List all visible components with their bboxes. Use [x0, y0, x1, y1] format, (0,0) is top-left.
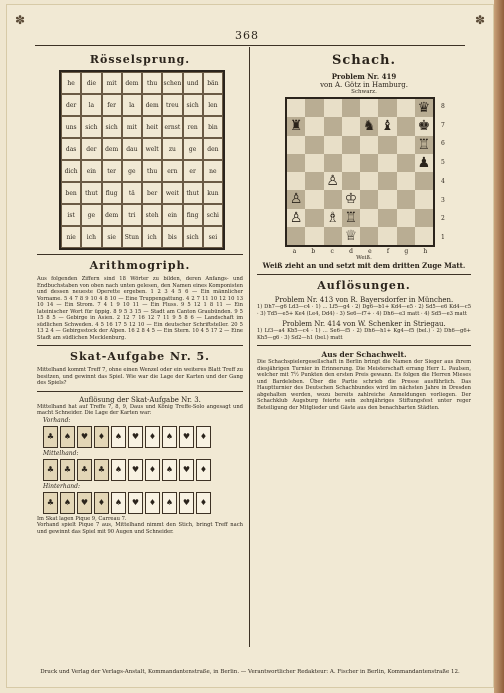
- playing-card-icon: ♦: [196, 459, 211, 481]
- skat-solution-title: Auflösung der Skat-Aufgabe Nr. 3.: [79, 395, 201, 404]
- chess-square: [342, 136, 360, 154]
- rank-labels: [441, 97, 445, 247]
- playing-card-icon: ♠: [60, 492, 75, 514]
- chess-square: [415, 190, 433, 208]
- file-label: c: [330, 248, 334, 255]
- roesselsprung-cell: ne: [203, 160, 223, 182]
- chess-square: [324, 154, 342, 172]
- chess-square: [397, 154, 415, 172]
- roesselsprung-cell: ge: [81, 204, 101, 226]
- chess-square: [378, 209, 396, 227]
- skat-text: Mittelhand kommt Treff 7, ohne einen Wenzel oder ein weiteres Blatt Treff zu besitzen, und gewinnt das Spiel. Wie war die Lage der Karten und der Gang des Spiels?: [37, 367, 243, 386]
- playing-card-icon: ♥: [179, 426, 194, 448]
- file-label: h: [423, 248, 428, 255]
- arithmogriph-text: Aus folgenden Ziffern sind 18 Wörter zu bilden, deren Anfangs- und Endbuchstaben von oben nach unten gelesen, den Namen eines Komponisten und dessen neueste Operette ergeben. 1 2 3 4 5 6 — Ein männlicher Vorname. 5 4 7 8 9 10 4 8 10 — Eine Truppengattung. 4 2 7 11 10 12 10 13 10 14 — Ein Strom. 7 4 1 9 10 11 — Ein Fluss. 9 5 12 1 8 11 — Ein lateinischer Wort für üppig. 8 9 5 3 15 — Stadt am Canton Graubünden. 9 5 15 8 5 — Gebirge in Asien. 2 12 7 16 12 7 11 9 5 8 6 — Landschaft im südlichen Schweden. 4 5 16 17 5 12 10 — Ein deutscher Schriftsteller. 20 5 13 2 4 — Gebirgsstock der Alpen. 16 2 8 4 5 — Ein Stern. 10 4 5 17 2 — Eine Stadt am südlichen Mecklenburg.: [37, 276, 243, 341]
- problem-author: von A. Götz in Hamburg.: [320, 81, 408, 89]
- chess-square: [378, 172, 396, 190]
- chess-piece-icon: ♛: [415, 99, 433, 117]
- chess-piece-icon: ♖: [415, 136, 433, 154]
- roesselsprung-cell: fing: [183, 204, 203, 226]
- top-rule: [35, 45, 465, 46]
- playing-card-icon: ♦: [145, 492, 160, 514]
- newspaper-page: [6, 4, 494, 688]
- roesselsprung-cell: heit: [142, 116, 162, 138]
- left-column: [37, 49, 243, 535]
- roesselsprung-grid: [59, 70, 225, 250]
- chess-square: [305, 136, 323, 154]
- hinterhand-label: Hinterhand:: [43, 482, 81, 490]
- roesselsprung-cell: sie: [102, 226, 122, 248]
- schachwelt-title: Aus der Schachwelt.: [321, 350, 407, 359]
- chess-square: [324, 136, 342, 154]
- chess-square: [415, 227, 433, 245]
- chess-square: [342, 99, 360, 117]
- chess-piece-icon: ♖: [342, 209, 360, 227]
- chess-square: [397, 227, 415, 245]
- chess-square: [360, 172, 378, 190]
- roesselsprung-cell: thu: [142, 160, 162, 182]
- chess-piece-icon: ♞: [360, 117, 378, 135]
- roesselsprung-cell: nie: [61, 226, 81, 248]
- chess-square: [342, 154, 360, 172]
- card-row-mittelhand: [43, 459, 243, 481]
- chessboard: [285, 97, 435, 247]
- playing-card-icon: ♠: [162, 426, 177, 448]
- playing-card-icon: ♠: [162, 492, 177, 514]
- rank-label: 7: [441, 121, 445, 129]
- chess-square: [324, 117, 342, 135]
- roesselsprung-cell: kun: [203, 182, 223, 204]
- roesselsprung-cell: sich: [183, 94, 203, 116]
- file-label: e: [368, 248, 372, 255]
- roesselsprung-cell: dem: [102, 204, 122, 226]
- roesselsprung-cell: welt: [142, 138, 162, 160]
- playing-card-icon: ♣: [43, 426, 58, 448]
- roesselsprung-cell: ich: [81, 226, 101, 248]
- roesselsprung-cell: thut: [81, 182, 101, 204]
- roesselsprung-cell: ter: [102, 160, 122, 182]
- roesselsprung-cell: ein: [162, 204, 182, 226]
- chess-piece-icon: ♜: [287, 117, 305, 135]
- rank-label: 6: [441, 140, 445, 148]
- schachwelt-text: Die Schachspielergesellschaft in Berlin bringt die Namen der Sieger aus ihrem diesjährigen Turnier in Erinnerung. Die Meisterschaft errang Herr L. Paulsen, welcher mit 7½ Punkten den ersten Preis gewann. Es folgen die Herren Mieses und Bardeleben. Über die Partie schrieb die Presse ausführlich. Das Hauptturnier des Deutschen Schachbundes wird im nächsten Jahre in Dresden abgehalten werden, wozu bereits zahlreiche Anmeldungen vorliegen. Der Schachklub Augsburg feierte sein zehnjähriges Stiftungsfest unter reger Beteiligung der Mitglieder und Gäste aus den benachbarten Städten.: [257, 359, 471, 411]
- roesselsprung-cell: tä: [122, 182, 142, 204]
- rank-label: 3: [441, 196, 445, 204]
- problem-414-title: Problem Nr. 414 von W. Schenker in Striegau.: [282, 320, 446, 328]
- playing-card-icon: ♣: [94, 459, 109, 481]
- roesselsprung-cell: tri: [122, 204, 142, 226]
- file-label: g: [404, 248, 409, 255]
- skat-title: Skat-Aufgabe Nr. 5.: [70, 350, 210, 363]
- black-label: Schwarz.: [351, 89, 377, 95]
- skat-label: Im Skat lagen Pique 9, Carreau 7.: [37, 515, 127, 522]
- roesselsprung-cell: thut: [183, 182, 203, 204]
- right-column: [257, 49, 471, 411]
- chess-square: [342, 117, 360, 135]
- file-labels: [285, 248, 435, 255]
- chess-square: [287, 154, 305, 172]
- playing-card-icon: ♦: [145, 459, 160, 481]
- roesselsprung-cell: ge: [122, 160, 142, 182]
- playing-card-icon: ♣: [43, 459, 58, 481]
- arithmogriph-title: Arithmogriph.: [89, 259, 191, 272]
- roesselsprung-cell: dem: [142, 94, 162, 116]
- rank-label: 8: [441, 102, 445, 110]
- card-row-vorhand: [43, 426, 243, 448]
- chess-square: [378, 154, 396, 172]
- section-rule: [257, 345, 471, 346]
- chess-piece-icon: ♙: [287, 209, 305, 227]
- chess-square: [287, 227, 305, 245]
- file-label: f: [386, 248, 390, 255]
- roesselsprung-cell: die: [81, 72, 101, 94]
- roesselsprung-cell: schen: [162, 72, 182, 94]
- playing-card-icon: ♦: [94, 426, 109, 448]
- chess-square: [378, 136, 396, 154]
- chess-square: [378, 190, 396, 208]
- roesselsprung-cell: ern: [162, 160, 182, 182]
- roesselsprung-cell: bin: [203, 116, 223, 138]
- file-label: b: [311, 248, 316, 255]
- playing-card-icon: ♥: [128, 492, 143, 514]
- chess-piece-icon: ♗: [324, 209, 342, 227]
- chess-square: [305, 227, 323, 245]
- chess-square: [397, 99, 415, 117]
- roesselsprung-cell: sei: [203, 226, 223, 248]
- roesselsprung-cell: ernst: [162, 116, 182, 138]
- rank-label: 1: [441, 234, 445, 242]
- roesselsprung-cell: er: [183, 160, 203, 182]
- page-number: 368: [235, 29, 259, 42]
- section-rule: [37, 345, 243, 346]
- playing-card-icon: ♥: [77, 426, 92, 448]
- roesselsprung-cell: he: [61, 72, 81, 94]
- chess-square: [287, 172, 305, 190]
- roesselsprung-cell: len: [203, 94, 223, 116]
- roesselsprung-cell: dich: [61, 160, 81, 182]
- playing-card-icon: ♠: [162, 459, 177, 481]
- roesselsprung-cell: dau: [122, 138, 142, 160]
- moves-414: 1) Lf3—a4 Kb5—c4 · 1) ... Se6—f5 · 2) Dh6—h1+ Kg4—f5 (bel.) · 2) Dh6—g6+ Kh5—g6 · 3) Sd2—h1 (bel.) matt: [257, 328, 471, 341]
- roesselsprung-cell: bis: [162, 226, 182, 248]
- white-label: Weiß.: [356, 255, 372, 261]
- chess-square: [324, 99, 342, 117]
- playing-card-icon: ♠: [60, 426, 75, 448]
- playing-card-icon: ♠: [111, 492, 126, 514]
- roesselsprung-cell: ren: [183, 116, 203, 138]
- roesselsprung-cell: zu: [162, 138, 182, 160]
- playing-card-icon: ♥: [128, 426, 143, 448]
- playing-card-icon: ♥: [77, 492, 92, 514]
- playing-card-icon: ♣: [77, 459, 92, 481]
- playing-card-icon: ♥: [179, 492, 194, 514]
- roesselsprung-cell: ein: [81, 160, 101, 182]
- playing-card-icon: ♦: [94, 492, 109, 514]
- chess-piece-icon: ♟: [415, 154, 433, 172]
- skat-solution-text: Mittelhand hat auf Treffe 7, 8, 9, Daus und König Treffe-Solo angesagt und macht Schneider. Die Lage der Karten war:: [37, 403, 243, 416]
- corner-ornament-icon: ✽: [15, 13, 26, 27]
- chess-square: [305, 190, 323, 208]
- roesselsprung-cell: dem: [102, 138, 122, 160]
- skat-closing: Vorhand spielt Pique 7 aus, Mittelhand nimmt den Stich, bringt Treff nach und gewinnt das Spiel mit 90 Augen und Schneider.: [37, 522, 243, 535]
- page-footer: Druck und Verlag der Verlags-Anstalt, Kommandantenstraße, in Berlin. — Verantwortlicher Redakteur: A. Fischer in Berlin, Kommandantenstraße 12.: [40, 669, 460, 675]
- roesselsprung-cell: den: [203, 138, 223, 160]
- roesselsprung-cell: ber: [142, 182, 162, 204]
- roesselsprung-title: Rösselsprung.: [89, 53, 191, 66]
- roesselsprung-cell: ben: [61, 182, 81, 204]
- chess-square: [287, 136, 305, 154]
- chess-square: [287, 99, 305, 117]
- roesselsprung-cell: der: [81, 138, 101, 160]
- roesselsprung-cell: ich: [142, 226, 162, 248]
- roesselsprung-cell: fer: [102, 94, 122, 116]
- chess-piece-icon: ♕: [342, 227, 360, 245]
- aufloesungen-title: Auflösungen.: [317, 279, 411, 292]
- rank-label: 2: [441, 215, 445, 223]
- playing-card-icon: ♣: [43, 492, 58, 514]
- schach-title: Schach.: [331, 53, 397, 68]
- chess-piece-icon: ♝: [378, 117, 396, 135]
- playing-card-icon: ♠: [111, 459, 126, 481]
- roesselsprung-cell: Stun: [122, 226, 142, 248]
- rank-label: 5: [441, 159, 445, 167]
- roesselsprung-cell: sich: [183, 226, 203, 248]
- rank-label: 4: [441, 177, 445, 185]
- chess-square: [305, 117, 323, 135]
- roesselsprung-cell: la: [122, 94, 142, 116]
- chess-square: [360, 154, 378, 172]
- roesselsprung-cell: der: [61, 94, 81, 116]
- problem-caption: Weiß zieht an und setzt mit dem dritten Zuge Matt.: [262, 261, 466, 270]
- chess-square: [360, 227, 378, 245]
- mittelhand-label: Mittelhand:: [43, 449, 79, 457]
- corner-ornament-icon: ✽: [474, 13, 485, 27]
- roesselsprung-cell: und: [183, 72, 203, 94]
- problem-number: Problem Nr. 419: [331, 72, 397, 81]
- chess-square: [397, 190, 415, 208]
- book-spine: [494, 0, 504, 693]
- playing-card-icon: ♠: [111, 426, 126, 448]
- playing-card-icon: ♦: [145, 426, 160, 448]
- chess-piece-icon: ♔: [342, 190, 360, 208]
- chess-square: [324, 190, 342, 208]
- chess-square: [360, 209, 378, 227]
- roesselsprung-cell: ge: [183, 138, 203, 160]
- chess-square: [415, 172, 433, 190]
- card-row-hinterhand: [43, 492, 243, 514]
- chess-square: [342, 172, 360, 190]
- roesselsprung-cell: thu: [142, 72, 162, 94]
- roesselsprung-cell: la: [81, 94, 101, 116]
- chess-piece-icon: ♙: [287, 190, 305, 208]
- roesselsprung-cell: sich: [102, 116, 122, 138]
- chess-square: [305, 99, 323, 117]
- chess-square: [397, 172, 415, 190]
- section-rule: [257, 274, 471, 275]
- chess-square: [378, 99, 396, 117]
- chess-square: [397, 117, 415, 135]
- chess-piece-icon: ♙: [324, 172, 342, 190]
- roesselsprung-cell: bän: [203, 72, 223, 94]
- chess-square: [360, 190, 378, 208]
- section-rule: [37, 254, 243, 255]
- chess-square: [397, 209, 415, 227]
- chess-square: [360, 136, 378, 154]
- roesselsprung-cell: weit: [162, 182, 182, 204]
- chess-square: [305, 209, 323, 227]
- column-separator: [249, 47, 250, 647]
- chess-square: [415, 209, 433, 227]
- file-label: d: [349, 248, 353, 255]
- roesselsprung-cell: dem: [122, 72, 142, 94]
- roesselsprung-cell: ist: [61, 204, 81, 226]
- chess-square: [305, 154, 323, 172]
- chess-square: [378, 227, 396, 245]
- roesselsprung-cell: mit: [122, 116, 142, 138]
- roesselsprung-cell: uns: [61, 116, 81, 138]
- playing-card-icon: ♦: [196, 492, 211, 514]
- roesselsprung-cell: schi: [203, 204, 223, 226]
- moves-413: 1) Dh7—g6 Ld3—c4 · 1) ... Lf5—g4 · 2) Dg6—b1+ Kd4—e5 · 2) Sd5—e6 Kd4—c5 · 3) Td5—e5+ Ke4 (Le4, Dd4) · 3) Se6—f7+ · 4) Dh6—e3 matt · 4) Sd5—e3 matt: [257, 304, 471, 317]
- chess-square: [360, 99, 378, 117]
- roesselsprung-cell: das: [61, 138, 81, 160]
- roesselsprung-cell: steh: [142, 204, 162, 226]
- roesselsprung-cell: sich: [81, 116, 101, 138]
- playing-card-icon: ♥: [179, 459, 194, 481]
- section-rule: [37, 391, 243, 392]
- chess-square: [324, 227, 342, 245]
- chess-piece-icon: ♚: [415, 117, 433, 135]
- chessboard-wrap: [285, 97, 445, 255]
- playing-card-icon: ♥: [128, 459, 143, 481]
- chess-square: [305, 172, 323, 190]
- file-label: a: [292, 248, 297, 255]
- roesselsprung-cell: treu: [162, 94, 182, 116]
- problem-413-title: Problem Nr. 413 von R. Bayersdorfer in München.: [274, 296, 454, 304]
- vorhand-label: Vorhand:: [43, 416, 71, 424]
- chess-square: [397, 136, 415, 154]
- playing-card-icon: ♣: [60, 459, 75, 481]
- roesselsprung-cell: flug: [102, 182, 122, 204]
- roesselsprung-cell: mit: [102, 72, 122, 94]
- playing-card-icon: ♦: [196, 426, 211, 448]
